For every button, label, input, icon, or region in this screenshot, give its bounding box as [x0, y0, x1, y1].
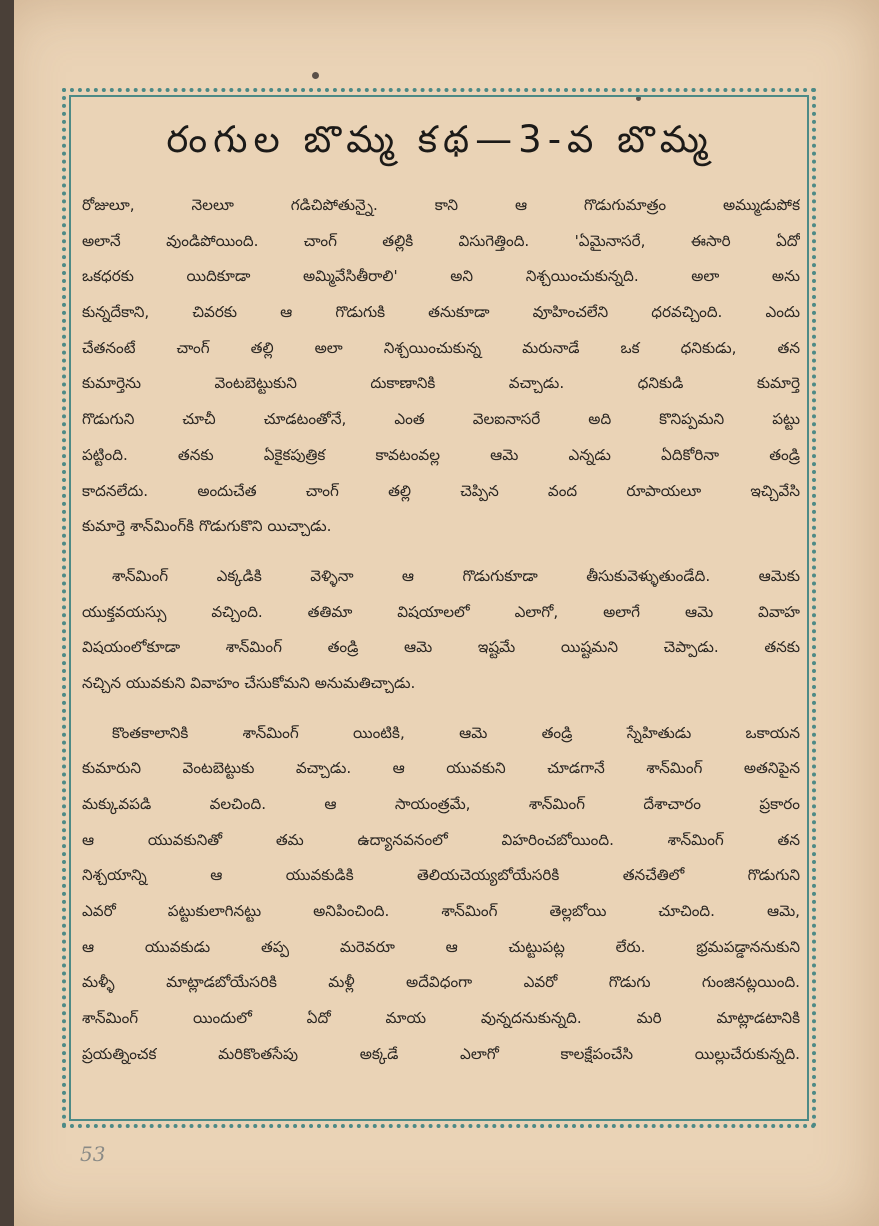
text-line: విషయంలోకూడా శాన్‌మింగ్ తండ్రి ఆమె ఇష్టమే యిష్టమని చెప్పాడు. తనకు [82, 638, 800, 657]
text-line: కొంతకాలానికి శాన్‌మింగ్ యింటికి, ఆమె తండ్రి స్నేహితుడు ఒకాయన [112, 723, 800, 742]
text-line: గొడుగుని చూచీ చూడటంతోనే, ఎంత వెలఐనాసరే అది కొనిప్పమని పట్టు [82, 410, 800, 429]
paragraph-1 [82, 188, 800, 545]
paragraph-gap [82, 702, 800, 716]
text-line: మక్కువపడి వలచింది. ఆ సాయంత్రమే, శాన్‌మింగ్ దేశాచారం ప్రకారం [82, 795, 800, 813]
text-line: కుమార్తెను వెంటబెట్టుకుని దుకాణానికి వచ్చాడు. ధనికుడి కుమార్తె [82, 374, 800, 393]
paragraph-2 [82, 559, 800, 702]
text-line: ఆ యువకునితో తమ ఉద్యానవనంలో విహరించబోయింది. శాన్‌మింగ్ తన [82, 830, 800, 849]
text-line: అలానే వుండిపోయింది. చాంగ్ తల్లికి విసుగెత్తింది. 'ఏమైనాసరే, ఈసారి ఏదో [82, 231, 800, 250]
text-line: ప్రయత్నించక మరికొంతసేపు అక్కడే ఎలాగో కాలక్షేపంచేసి యిల్లుచేరుకున్నది. [82, 1044, 800, 1063]
text-line: ఎవరో పట్టుకులాగినట్టు అనిపించింది. శాన్‌మింగ్ తెల్లబోయి చూచింది. ఆమె, [82, 902, 800, 921]
text-line: మళ్ళీ మాట్లాడబోయేసరికి మళ్లీ అదేవిధంగా ఎవరో గొడుగు గుంజినట్లయింది. [82, 973, 800, 992]
text-line: యుక్తవయస్సు వచ్చింది. తతిమా విషయాలలో ఎలాగో, అలాగే ఆమె వివాహ [82, 602, 800, 621]
page-number: 53 [80, 1142, 106, 1166]
paragraph-3 [82, 716, 800, 1073]
ink-speck [312, 72, 319, 79]
paragraph-gap [82, 545, 800, 559]
text-line: ఒకధరకు యిదికూడా అమ్మివేసితీరాలి' అని నిశ్చయించుకున్నది. అలా అను [82, 267, 800, 286]
text-line: ఆ యువకుడు తప్ప మరెవరూ ఆ చుట్టుపట్ల లేరు. భ్రమపడ్డాననుకుని [82, 937, 800, 956]
story-title: రంగుల బొమ్మ కథ—3-వ బొమ్మ [166, 118, 714, 161]
text-line: కుమారుని వెంటబెట్టుకు వచ్చాడు. ఆ యువకుని చూడగానే శాన్‌మింగ్ అతనిపైన [82, 759, 800, 778]
text-line: నచ్చిన యువకుని వివాహం చేసుకోమని అనుమతిచ్చాడు. [82, 673, 416, 692]
text-line: శాన్‌మింగ్ ఎక్కడికి వెళ్ళినా ఆ గొడుగుకూడా తీసుకువెళ్ళుతుండేది. ఆమెకు [112, 566, 800, 585]
text-line: చేతనంటే చాంగ్ తల్లి అలా నిశ్చయించుకున్న మరునాడే ఒక ధనికుడు, తన [82, 338, 800, 357]
text-line: శాన్‌మింగ్ యిందులో ఏదో మాయ వున్నదనుకున్నది. మరి మాట్లాడటానికి [82, 1009, 800, 1028]
text-line: నిశ్చయాన్ని ఆ యువకుడికి తెలియచెయ్యబోయేసరికి తనచేతిలో గొడుగుని [82, 866, 800, 885]
text-line: రోజులూ, నెలలూ గడిచిపోతున్నై. కాని ఆ గొడుగుమాత్రం అమ్ముడుపోక [82, 196, 800, 214]
text-line: కుమార్తె శాన్‌మింగ్‌కి గొడుగుకొని యిచ్చాడు. [82, 517, 332, 536]
story-body [82, 188, 800, 1073]
page-edge-shadow [0, 0, 14, 1226]
text-line: కున్నదేకాని, చివరకు ఆ గొడుగుకి తనుకూడా వూహించలేని ధరవచ్చింది. ఎందు [82, 303, 800, 322]
text-line: కాదనలేదు. అందుచేత చాంగ్ తల్లి చెప్పిన వంద రూపాయలూ ఇచ్చివేసి [82, 481, 800, 500]
text-line: పట్టింది. తనకు ఏకైకపుత్రిక కావటంవల్ల ఆమె ఎన్నడు ఏదికోరినా తండ్రి [82, 445, 800, 464]
